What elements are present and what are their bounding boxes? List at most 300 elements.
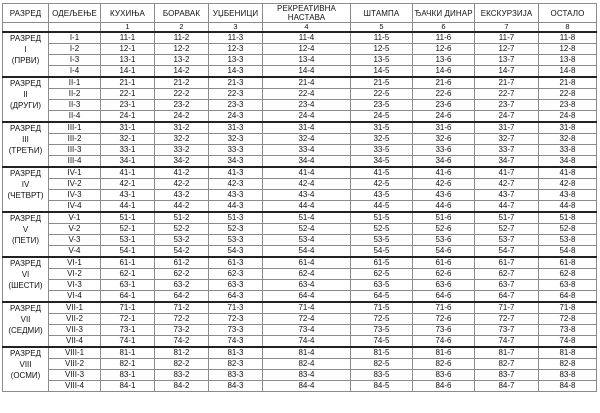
- table-row: [3, 66, 597, 78]
- code-cell: 51-4: [263, 212, 351, 224]
- code-cell: 33-6: [413, 145, 475, 156]
- code-cell: 24-2: [155, 111, 209, 123]
- grade-name: (ШЕСТИ): [8, 281, 43, 290]
- code-cell: 33-5: [351, 145, 413, 156]
- grade-label: РАЗРЕД: [10, 79, 41, 88]
- code-cell: 73-8: [539, 325, 597, 336]
- code-cell: 84-5: [351, 381, 413, 392]
- code-cell: 32-2: [155, 134, 209, 145]
- code-cell: 13-5: [351, 55, 413, 66]
- table-row: [3, 246, 597, 258]
- code-cell: 61-4: [263, 257, 351, 269]
- grade-label: РАЗРЕД: [10, 214, 41, 223]
- code-cell: 83-7: [475, 370, 539, 381]
- code-cell: 41-6: [413, 167, 475, 179]
- code-cell: 43-3: [209, 190, 263, 201]
- code-cell: 82-4: [263, 359, 351, 370]
- code-cell: 44-2: [155, 201, 209, 213]
- payments-table: [2, 3, 597, 392]
- code-cell: 62-1: [101, 269, 155, 280]
- column-number-cell: 3: [209, 23, 263, 33]
- code-cell: 41-2: [155, 167, 209, 179]
- code-cell: 54-1: [101, 246, 155, 258]
- code-cell: 61-1: [101, 257, 155, 269]
- code-cell: 54-6: [413, 246, 475, 258]
- code-cell: 31-6: [413, 122, 475, 134]
- code-cell: 74-1: [101, 336, 155, 348]
- code-cell: 31-3: [209, 122, 263, 134]
- grade-label: РАЗРЕД: [10, 169, 41, 178]
- code-cell: 53-5: [351, 235, 413, 246]
- code-cell: 42-5: [351, 179, 413, 190]
- code-cell: 23-5: [351, 100, 413, 111]
- code-cell: 83-5: [351, 370, 413, 381]
- code-cell: 11-7: [475, 32, 539, 44]
- table-row: [3, 291, 597, 303]
- table-row: [3, 347, 597, 359]
- code-cell: 61-7: [475, 257, 539, 269]
- code-cell: 44-4: [263, 201, 351, 213]
- grade-roman: VIII: [19, 360, 32, 369]
- section-cell: III-4: [49, 156, 101, 168]
- grade-cell: [3, 122, 49, 167]
- table-row: [3, 111, 597, 123]
- code-cell: 83-1: [101, 370, 155, 381]
- code-cell: 84-2: [155, 381, 209, 392]
- code-cell: 12-8: [539, 44, 597, 55]
- code-cell: 41-4: [263, 167, 351, 179]
- grade-roman: VI: [21, 270, 30, 279]
- table-row: [3, 280, 597, 291]
- code-cell: 43-6: [413, 190, 475, 201]
- section-cell: I-1: [49, 32, 101, 44]
- section-cell: VIII-4: [49, 381, 101, 392]
- code-cell: 34-3: [209, 156, 263, 168]
- code-cell: 44-3: [209, 201, 263, 213]
- code-cell: 71-2: [155, 302, 209, 314]
- code-cell: 82-2: [155, 359, 209, 370]
- code-cell: 72-7: [475, 314, 539, 325]
- grade-cell: [3, 302, 49, 347]
- code-cell: 73-1: [101, 325, 155, 336]
- grade-label: РАЗРЕД: [10, 304, 41, 313]
- code-cell: 14-4: [263, 66, 351, 78]
- table-row: [3, 201, 597, 213]
- code-cell: 24-3: [209, 111, 263, 123]
- grade-roman: IV: [21, 180, 30, 189]
- code-cell: 22-3: [209, 89, 263, 100]
- code-cell: 74-7: [475, 336, 539, 348]
- code-cell: 23-6: [413, 100, 475, 111]
- section-cell: VIII-1: [49, 347, 101, 359]
- code-cell: 63-5: [351, 280, 413, 291]
- section-cell: V-1: [49, 212, 101, 224]
- code-cell: 52-3: [209, 224, 263, 235]
- code-cell: 74-4: [263, 336, 351, 348]
- code-cell: 64-6: [413, 291, 475, 303]
- section-cell: II-2: [49, 89, 101, 100]
- code-cell: 34-6: [413, 156, 475, 168]
- column-number-cell: 2: [155, 23, 209, 33]
- code-cell: 84-6: [413, 381, 475, 392]
- code-cell: 83-4: [263, 370, 351, 381]
- code-cell: 31-1: [101, 122, 155, 134]
- code-cell: 71-3: [209, 302, 263, 314]
- code-cell: 81-6: [413, 347, 475, 359]
- table-row: [3, 212, 597, 224]
- code-cell: 12-4: [263, 44, 351, 55]
- grade-name: (ПЕТИ): [11, 236, 40, 245]
- table-row: [3, 235, 597, 246]
- code-cell: 53-2: [155, 235, 209, 246]
- grade-cell: [3, 347, 49, 392]
- code-cell: 84-7: [475, 381, 539, 392]
- code-cell: 43-1: [101, 190, 155, 201]
- code-cell: 71-1: [101, 302, 155, 314]
- code-cell: 83-3: [209, 370, 263, 381]
- code-cell: 82-7: [475, 359, 539, 370]
- header-cell: ЂАЧКИ ДИНАР: [413, 4, 475, 23]
- header-cell: БОРАВАК: [155, 4, 209, 23]
- code-cell: 72-5: [351, 314, 413, 325]
- code-cell: 54-4: [263, 246, 351, 258]
- grade-name: (ЧЕТВРТ): [7, 191, 44, 200]
- grade-roman: VII: [20, 315, 31, 324]
- code-cell: 14-6: [413, 66, 475, 78]
- section-cell: II-1: [49, 77, 101, 89]
- code-cell: 81-8: [539, 347, 597, 359]
- code-cell: 43-8: [539, 190, 597, 201]
- code-cell: 42-4: [263, 179, 351, 190]
- code-cell: 71-4: [263, 302, 351, 314]
- code-cell: 61-8: [539, 257, 597, 269]
- code-cell: 42-6: [413, 179, 475, 190]
- code-cell: 51-8: [539, 212, 597, 224]
- grade-roman: V: [22, 225, 29, 234]
- code-cell: 32-6: [413, 134, 475, 145]
- section-cell: VI-1: [49, 257, 101, 269]
- code-cell: 82-3: [209, 359, 263, 370]
- table-row: [3, 325, 597, 336]
- code-cell: 64-4: [263, 291, 351, 303]
- column-number-cell: [49, 23, 101, 33]
- code-cell: 11-5: [351, 32, 413, 44]
- header-cell: ШТАМПА: [351, 4, 413, 23]
- code-cell: 62-6: [413, 269, 475, 280]
- code-cell: 54-8: [539, 246, 597, 258]
- code-cell: 22-5: [351, 89, 413, 100]
- code-cell: 43-5: [351, 190, 413, 201]
- header-cell: РАЗРЕД: [3, 4, 49, 23]
- code-cell: 23-1: [101, 100, 155, 111]
- code-cell: 44-1: [101, 201, 155, 213]
- code-cell: 12-3: [209, 44, 263, 55]
- code-cell: 24-1: [101, 111, 155, 123]
- code-cell: 12-2: [155, 44, 209, 55]
- table-row: [3, 190, 597, 201]
- code-cell: 13-3: [209, 55, 263, 66]
- section-cell: V-2: [49, 224, 101, 235]
- code-cell: 74-2: [155, 336, 209, 348]
- code-cell: 53-1: [101, 235, 155, 246]
- section-cell: III-3: [49, 145, 101, 156]
- code-cell: 61-6: [413, 257, 475, 269]
- code-cell: 14-5: [351, 66, 413, 78]
- code-cell: 42-7: [475, 179, 539, 190]
- grade-label: РАЗРЕД: [10, 124, 41, 133]
- code-cell: 42-3: [209, 179, 263, 190]
- code-cell: 12-5: [351, 44, 413, 55]
- code-cell: 31-8: [539, 122, 597, 134]
- section-cell: IV-3: [49, 190, 101, 201]
- code-cell: 21-6: [413, 77, 475, 89]
- code-cell: 81-5: [351, 347, 413, 359]
- code-cell: 14-7: [475, 66, 539, 78]
- code-cell: 22-6: [413, 89, 475, 100]
- code-cell: 43-4: [263, 190, 351, 201]
- code-cell: 74-5: [351, 336, 413, 348]
- code-cell: 82-6: [413, 359, 475, 370]
- code-cell: 53-4: [263, 235, 351, 246]
- code-cell: 23-7: [475, 100, 539, 111]
- code-cell: 53-6: [413, 235, 475, 246]
- code-cell: 54-2: [155, 246, 209, 258]
- code-cell: 51-1: [101, 212, 155, 224]
- code-cell: 13-6: [413, 55, 475, 66]
- table-row: [3, 77, 597, 89]
- code-cell: 21-3: [209, 77, 263, 89]
- code-cell: 53-3: [209, 235, 263, 246]
- code-cell: 64-5: [351, 291, 413, 303]
- code-cell: 33-1: [101, 145, 155, 156]
- grade-label: РАЗРЕД: [10, 259, 41, 268]
- code-cell: 84-4: [263, 381, 351, 392]
- header-row: [3, 4, 597, 23]
- code-cell: 53-7: [475, 235, 539, 246]
- header-cell: ЕКСКУРЗИЈА: [475, 4, 539, 23]
- code-cell: 72-8: [539, 314, 597, 325]
- grade-name: (ДРУГИ): [9, 101, 42, 110]
- table-row: [3, 269, 597, 280]
- code-cell: 32-4: [263, 134, 351, 145]
- code-cell: 62-4: [263, 269, 351, 280]
- section-cell: VII-3: [49, 325, 101, 336]
- code-cell: 21-7: [475, 77, 539, 89]
- code-cell: 31-5: [351, 122, 413, 134]
- code-cell: 24-6: [413, 111, 475, 123]
- code-cell: 11-8: [539, 32, 597, 44]
- section-cell: VI-3: [49, 280, 101, 291]
- code-cell: 14-8: [539, 66, 597, 78]
- code-cell: 34-4: [263, 156, 351, 168]
- code-cell: 72-4: [263, 314, 351, 325]
- code-cell: 21-5: [351, 77, 413, 89]
- section-cell: VII-1: [49, 302, 101, 314]
- code-cell: 33-4: [263, 145, 351, 156]
- section-cell: V-4: [49, 246, 101, 258]
- table-row: [3, 302, 597, 314]
- code-cell: 34-8: [539, 156, 597, 168]
- grade-cell: [3, 77, 49, 122]
- code-cell: 54-7: [475, 246, 539, 258]
- code-cell: 73-5: [351, 325, 413, 336]
- code-cell: 33-7: [475, 145, 539, 156]
- code-cell: 62-5: [351, 269, 413, 280]
- section-cell: IV-4: [49, 201, 101, 213]
- code-cell: 22-1: [101, 89, 155, 100]
- code-cell: 63-6: [413, 280, 475, 291]
- code-cell: 13-8: [539, 55, 597, 66]
- table-row: [3, 156, 597, 168]
- code-cell: 13-1: [101, 55, 155, 66]
- section-cell: IV-1: [49, 167, 101, 179]
- table-container: [2, 3, 597, 392]
- table-row: [3, 89, 597, 100]
- code-cell: 81-3: [209, 347, 263, 359]
- code-cell: 83-6: [413, 370, 475, 381]
- code-cell: 22-2: [155, 89, 209, 100]
- code-cell: 62-2: [155, 269, 209, 280]
- header-cell: ОСТАЛО: [539, 4, 597, 23]
- grade-name: (ТРЕЋИ): [8, 146, 43, 155]
- code-cell: 41-1: [101, 167, 155, 179]
- code-cell: 32-5: [351, 134, 413, 145]
- code-cell: 63-7: [475, 280, 539, 291]
- code-cell: 63-3: [209, 280, 263, 291]
- column-number-cell: 4: [263, 23, 351, 33]
- table-row: [3, 314, 597, 325]
- code-cell: 23-3: [209, 100, 263, 111]
- header-cell: ОДЕЉЕЊЕ: [49, 4, 101, 23]
- code-cell: 73-6: [413, 325, 475, 336]
- code-cell: 73-4: [263, 325, 351, 336]
- code-cell: 64-8: [539, 291, 597, 303]
- code-cell: 63-4: [263, 280, 351, 291]
- code-cell: 44-7: [475, 201, 539, 213]
- code-cell: 72-2: [155, 314, 209, 325]
- code-cell: 23-2: [155, 100, 209, 111]
- column-number-cell: [3, 23, 49, 33]
- code-cell: 11-3: [209, 32, 263, 44]
- code-cell: 21-1: [101, 77, 155, 89]
- code-cell: 62-8: [539, 269, 597, 280]
- code-cell: 72-6: [413, 314, 475, 325]
- code-cell: 22-7: [475, 89, 539, 100]
- grade-label: РАЗРЕД: [10, 349, 41, 358]
- header-cell: КУХИЊА: [101, 4, 155, 23]
- code-cell: 61-5: [351, 257, 413, 269]
- code-cell: 42-8: [539, 179, 597, 190]
- code-cell: 22-8: [539, 89, 597, 100]
- code-cell: 24-4: [263, 111, 351, 123]
- code-cell: 63-1: [101, 280, 155, 291]
- code-cell: 42-2: [155, 179, 209, 190]
- code-cell: 23-4: [263, 100, 351, 111]
- code-cell: 52-4: [263, 224, 351, 235]
- section-cell: VII-4: [49, 336, 101, 348]
- code-cell: 71-8: [539, 302, 597, 314]
- table-row: [3, 179, 597, 190]
- code-cell: 64-2: [155, 291, 209, 303]
- code-cell: 41-8: [539, 167, 597, 179]
- section-cell: VI-2: [49, 269, 101, 280]
- section-cell: VI-4: [49, 291, 101, 303]
- code-cell: 41-3: [209, 167, 263, 179]
- code-cell: 84-3: [209, 381, 263, 392]
- table-row: [3, 134, 597, 145]
- code-cell: 64-3: [209, 291, 263, 303]
- column-number-row: [3, 23, 597, 33]
- code-cell: 73-7: [475, 325, 539, 336]
- section-cell: I-4: [49, 66, 101, 78]
- code-cell: 72-1: [101, 314, 155, 325]
- grade-roman: II: [23, 90, 28, 99]
- code-cell: 32-1: [101, 134, 155, 145]
- code-cell: 44-8: [539, 201, 597, 213]
- code-cell: 34-5: [351, 156, 413, 168]
- header-cell: УЏБЕНИЦИ: [209, 4, 263, 23]
- code-cell: 33-8: [539, 145, 597, 156]
- code-cell: 32-8: [539, 134, 597, 145]
- code-cell: 74-3: [209, 336, 263, 348]
- code-cell: 51-5: [351, 212, 413, 224]
- code-cell: 21-8: [539, 77, 597, 89]
- table-row: [3, 224, 597, 235]
- code-cell: 61-3: [209, 257, 263, 269]
- code-cell: 63-2: [155, 280, 209, 291]
- code-cell: 34-7: [475, 156, 539, 168]
- code-cell: 24-7: [475, 111, 539, 123]
- section-cell: V-3: [49, 235, 101, 246]
- column-number-cell: 8: [539, 23, 597, 33]
- code-cell: 82-8: [539, 359, 597, 370]
- table-row: [3, 44, 597, 55]
- grade-name: (СЕДМИ): [8, 326, 43, 335]
- table-body: [3, 4, 597, 392]
- table-row: [3, 336, 597, 348]
- code-cell: 64-1: [101, 291, 155, 303]
- section-cell: I-2: [49, 44, 101, 55]
- code-cell: 72-3: [209, 314, 263, 325]
- code-cell: 12-1: [101, 44, 155, 55]
- section-cell: III-2: [49, 134, 101, 145]
- code-cell: 44-6: [413, 201, 475, 213]
- table-row: [3, 370, 597, 381]
- code-cell: 82-5: [351, 359, 413, 370]
- section-cell: VIII-2: [49, 359, 101, 370]
- code-cell: 74-8: [539, 336, 597, 348]
- grade-name: (ПРВИ): [11, 56, 40, 65]
- code-cell: 82-1: [101, 359, 155, 370]
- code-cell: 71-5: [351, 302, 413, 314]
- code-cell: 52-5: [351, 224, 413, 235]
- column-number-cell: 1: [101, 23, 155, 33]
- code-cell: 32-7: [475, 134, 539, 145]
- table-row: [3, 145, 597, 156]
- code-cell: 51-7: [475, 212, 539, 224]
- code-cell: 13-2: [155, 55, 209, 66]
- code-cell: 31-4: [263, 122, 351, 134]
- code-cell: 13-7: [475, 55, 539, 66]
- code-cell: 52-1: [101, 224, 155, 235]
- code-cell: 54-3: [209, 246, 263, 258]
- code-cell: 84-8: [539, 381, 597, 392]
- section-cell: IV-2: [49, 179, 101, 190]
- code-cell: 34-2: [155, 156, 209, 168]
- code-cell: 33-2: [155, 145, 209, 156]
- code-cell: 21-2: [155, 77, 209, 89]
- code-cell: 53-8: [539, 235, 597, 246]
